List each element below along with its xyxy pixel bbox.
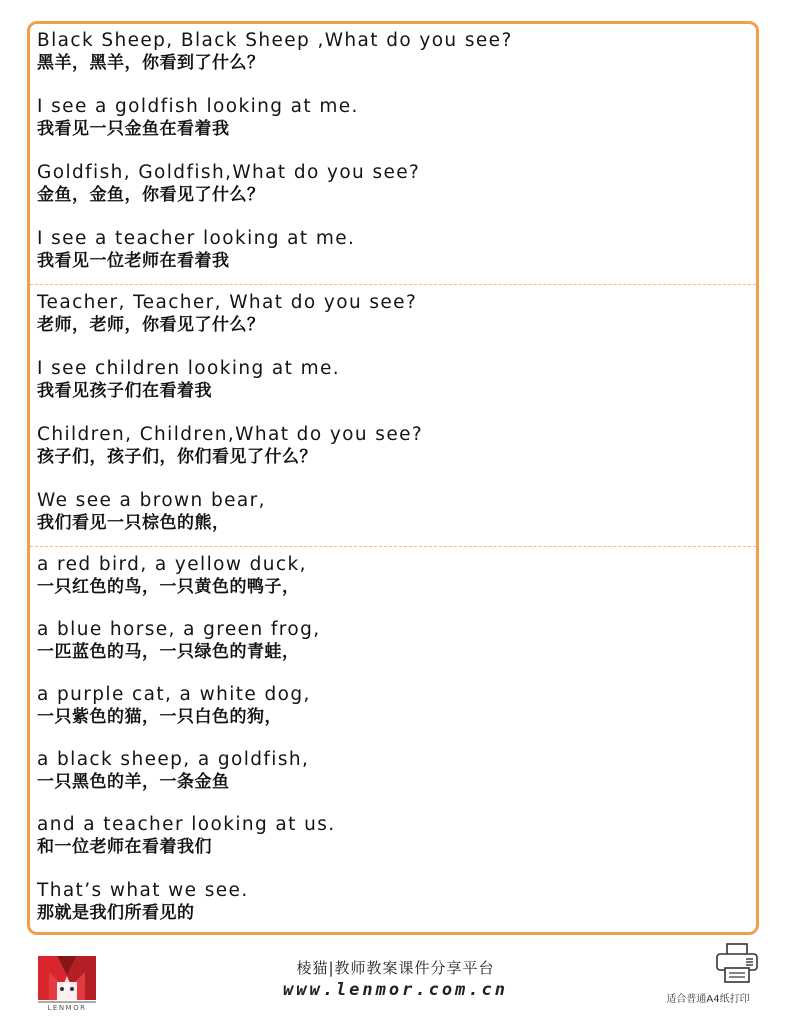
verse-english: I see a goldfish looking at me. <box>37 96 359 117</box>
verse-chinese: 孩子们，孩子们，你们看见了什么？ <box>37 447 317 467</box>
verse <box>37 749 309 793</box>
verse-chinese: 金鱼，金鱼，你看见了什么？ <box>37 185 265 205</box>
verse-english: Children, Children,What do you see? <box>37 424 424 445</box>
verse <box>37 358 340 402</box>
verse-english: We see a brown bear, <box>37 490 266 511</box>
verse-english: Black Sheep, Black Sheep ,What do you see? <box>37 30 513 51</box>
footer <box>0 938 791 1024</box>
verse-chinese: 我看见孩子们在看着我 <box>37 381 212 401</box>
verse <box>37 228 355 272</box>
verse-english: Goldfish, Goldfish,What do you see? <box>37 162 421 183</box>
verse-english: a purple cat, a white dog, <box>37 684 311 705</box>
verse-chinese: 那就是我们所看见的 <box>37 903 195 923</box>
verse-chinese: 一匹蓝色的马，一只绿色的青蛙， <box>37 642 300 662</box>
verse-english: That’s what we see. <box>37 880 249 901</box>
verse <box>37 684 311 728</box>
verse <box>37 814 336 858</box>
worksheet-frame <box>27 21 759 935</box>
site-name: 棱猫|教师教案课件分享平台 <box>296 959 495 977</box>
verse-chinese: 一只红色的鸟，一只黄色的鸭子， <box>37 577 300 597</box>
print-note: 适合普通A4纸打印 <box>666 994 750 1005</box>
verse-english: I see children looking at me. <box>37 358 341 379</box>
verse-chinese: 我看见一位老师在看着我 <box>37 251 230 271</box>
verse <box>37 30 513 74</box>
verse <box>37 424 423 468</box>
logo-wordmark: LENMOR <box>47 1004 87 1012</box>
verse-english: I see a teacher looking at me. <box>37 228 356 249</box>
verse <box>37 554 307 598</box>
verse <box>37 292 417 336</box>
verse <box>37 880 249 924</box>
verse-chinese: 一只紫色的猫，一只白色的狗， <box>37 707 282 727</box>
verse <box>37 490 266 534</box>
printer-icon <box>713 942 761 984</box>
verse-english: a red bird, a yellow duck, <box>37 554 307 575</box>
verse-chinese: 一只黑色的羊，一条金鱼 <box>37 772 230 792</box>
dashed-divider <box>30 546 756 547</box>
verse <box>37 96 359 140</box>
dashed-divider <box>30 284 756 285</box>
verse-english: a blue horse, a green frog, <box>37 619 321 640</box>
verse-chinese: 老师，老师，你看见了什么？ <box>37 315 265 335</box>
verse-english: and a teacher looking at us. <box>37 814 336 835</box>
verse <box>37 619 321 663</box>
verse-english: a black sheep, a goldfish, <box>37 749 310 770</box>
verse <box>37 162 420 206</box>
verse-chinese: 黑羊，黑羊，你看到了什么？ <box>37 53 265 73</box>
verse-english: Teacher, Teacher, What do you see? <box>37 292 418 313</box>
verse-chinese: 我看见一只金鱼在看着我 <box>37 119 230 139</box>
verse-chinese: 和一位老师在看着我们 <box>37 837 212 857</box>
site-url-link[interactable]: www.lenmor.com.cn <box>283 980 508 1000</box>
verse-chinese: 我们看见一只棕色的熊， <box>37 513 230 533</box>
